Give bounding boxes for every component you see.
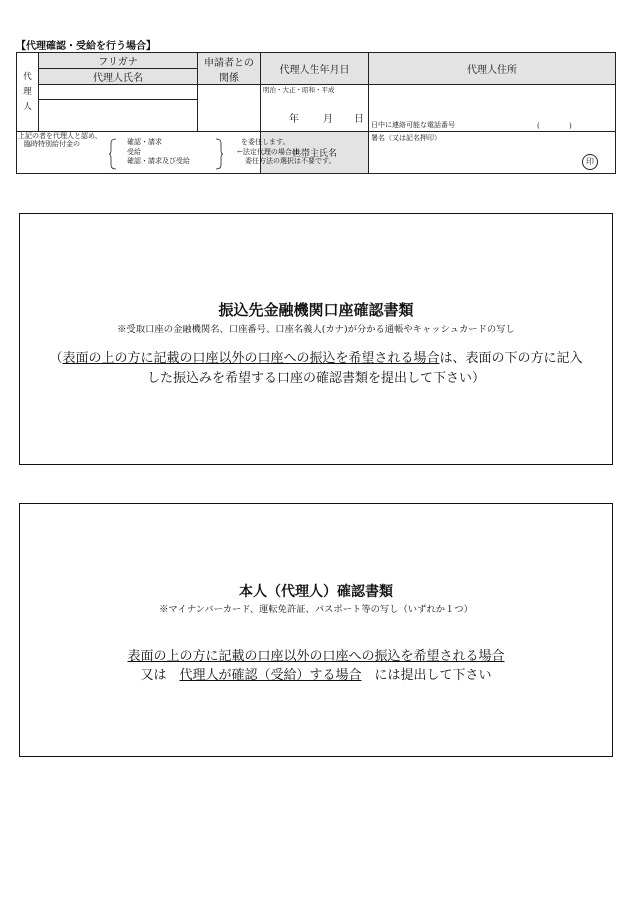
seal-mark: 印 (582, 154, 598, 170)
left-brace-icon (109, 138, 117, 170)
birthdate-label: 代理人生年月日 (261, 53, 369, 85)
relationship-label: 申請者との 関係 (198, 53, 261, 85)
date-month: 月 (323, 114, 333, 125)
signature-label: 署名（又は記名押印） (371, 134, 441, 142)
phone-label: 日中に連絡可能な電話番号 (371, 121, 455, 129)
date-year: 年 (289, 114, 299, 125)
relationship-input[interactable] (198, 85, 261, 132)
identity-doc-note: ※マイナンバーカード、運転免許証、パスポート等の写し（いずれか１つ） (159, 604, 473, 615)
address-label: 代理人住所 (369, 53, 616, 85)
household-head-label: 世帯主氏名 (261, 132, 369, 174)
proxy-form-table (16, 52, 616, 174)
section-heading: 【代理確認・受給を行う場合】 (16, 41, 156, 52)
identity-doc-instruction-line1: 表面の上の方に記載の口座以外の口座への振込を希望される場合 (127, 649, 505, 664)
furigana-label: フリガナ (39, 53, 198, 69)
bank-doc-instruction-line2: した振込みを希望する口座の確認書類を提出して下さい） (146, 371, 485, 386)
bank-account-document-box (19, 213, 613, 465)
identity-doc-title: 本人（代理人）確認書類 (239, 584, 393, 600)
signature-input[interactable] (369, 132, 616, 174)
proxy-side-label: 代 理 人 (17, 53, 39, 132)
era-options: 明治・大正・昭和・平成 (263, 86, 335, 94)
address-input[interactable]: 日中に連絡可能な電話番号 ( ) (369, 85, 616, 132)
birthdate-input[interactable] (261, 85, 369, 132)
option-receive[interactable]: 受給 (127, 147, 141, 156)
furigana-input[interactable] (39, 85, 198, 100)
option-both[interactable]: 確認・請求及び受給 (127, 157, 190, 165)
bank-doc-title: 振込先金融機関口座確認書類 (218, 301, 414, 319)
bank-doc-note: ※受取口座の金融機関名、口座番号、口座名義人(カナ)が分かる通帳やキャッシュカードの写し (117, 324, 515, 335)
bank-doc-instruction-line1: （表面の上の方に記載の口座以外の口座への振込を希望される場合は、表面の下の方に記入 (49, 351, 583, 366)
date-day: 日 (354, 114, 364, 125)
option-confirm-request[interactable]: 確認・請求 (127, 138, 162, 146)
delegation-clause: 上記の者を代理人と認め、 臨時特別給付金の 確認・請求 受給 確認・請求及び受給 を委任します。 ←法定代理の場合は、 委任方法の選択は不要です。 (17, 132, 261, 174)
proxy-name-input[interactable] (39, 100, 198, 132)
proxy-name-label: 代理人氏名 (39, 69, 198, 85)
identity-document-box (19, 503, 613, 757)
right-brace-icon (215, 138, 223, 170)
identity-doc-instruction-line2: 又は 代理人が確認（受給）する場合 には提出して下さい (140, 668, 492, 683)
